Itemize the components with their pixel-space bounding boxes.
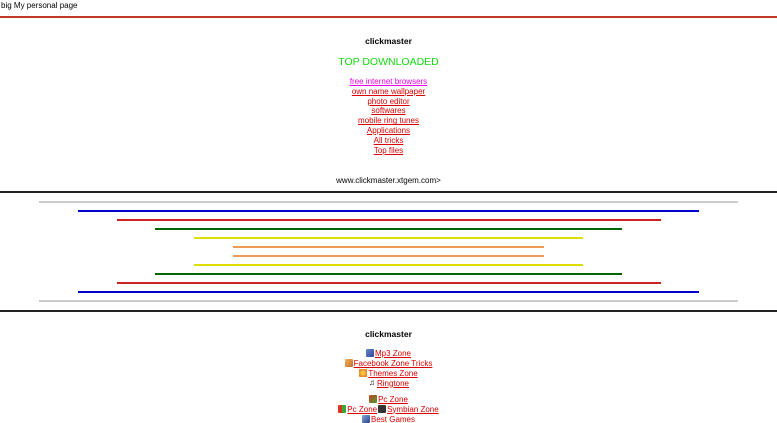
section-divider-top	[0, 191, 777, 193]
link-free-internet-browsers[interactable]: free internet browsers	[349, 77, 428, 86]
paint-palette-icon	[359, 369, 367, 377]
site-title: clickmaster	[365, 36, 412, 46]
link-ringtone[interactable]: Ringtone	[376, 378, 410, 388]
download-links-list	[0, 77, 777, 155]
phone-icon	[378, 405, 386, 413]
link-all-tricks[interactable]: All tricks	[373, 135, 404, 145]
decor-line-blue	[78, 291, 699, 293]
music-folder-icon	[366, 349, 374, 357]
music-note-icon: ♫	[368, 378, 375, 387]
decor-line-red	[117, 282, 661, 284]
link-themes-zone[interactable]: Themes Zone	[368, 368, 418, 378]
link-own-name-wallpaper[interactable]: own name wallpaper	[351, 86, 426, 96]
link-facebook-zone-tricks[interactable]: Facebook Zone Tricks	[353, 358, 433, 368]
decor-line-gray	[39, 201, 738, 203]
game-icon	[362, 415, 370, 423]
link-pc-zone-2[interactable]: Pc Zone	[347, 404, 378, 414]
link-top-files[interactable]: Top files	[373, 145, 404, 155]
zones-list	[0, 348, 777, 423]
computer-icon	[369, 395, 377, 403]
site-title-2: clickmaster	[365, 329, 412, 339]
page-header-text: big My personal page	[1, 1, 78, 10]
link-applications[interactable]: Applications	[366, 125, 411, 135]
link-mp3-zone[interactable]: Mp3 Zone	[374, 348, 412, 358]
decor-line-blue	[78, 210, 699, 212]
link-symbian-zone[interactable]: Symbian Zone	[387, 404, 439, 414]
facebook-people-icon	[345, 359, 353, 367]
decor-line-green	[155, 228, 622, 230]
site-url-text: www.clickmaster.xtgem.com>	[336, 176, 441, 185]
decor-line-red	[117, 219, 661, 221]
decor-line-gray	[39, 300, 738, 302]
decor-line-orange	[233, 255, 544, 257]
top-downloaded-heading: TOP DOWNLOADED	[338, 56, 439, 68]
decor-line-green	[155, 273, 622, 275]
decor-line-yellow	[194, 237, 583, 239]
decor-line-yellow	[194, 264, 583, 266]
link-best-games[interactable]: Best Games	[370, 414, 415, 423]
header-divider	[0, 16, 777, 18]
decor-line-orange	[233, 246, 544, 248]
link-mobile-ring-tunes[interactable]: mobile ring tunes	[358, 116, 419, 126]
link-softwares[interactable]: softwares	[371, 106, 406, 116]
link-pc-zone[interactable]: Pc Zone	[378, 394, 408, 404]
windows-logo-icon	[338, 405, 346, 413]
link-photo-editor[interactable]: photo editor	[367, 96, 410, 106]
section-divider-bottom	[0, 310, 777, 312]
